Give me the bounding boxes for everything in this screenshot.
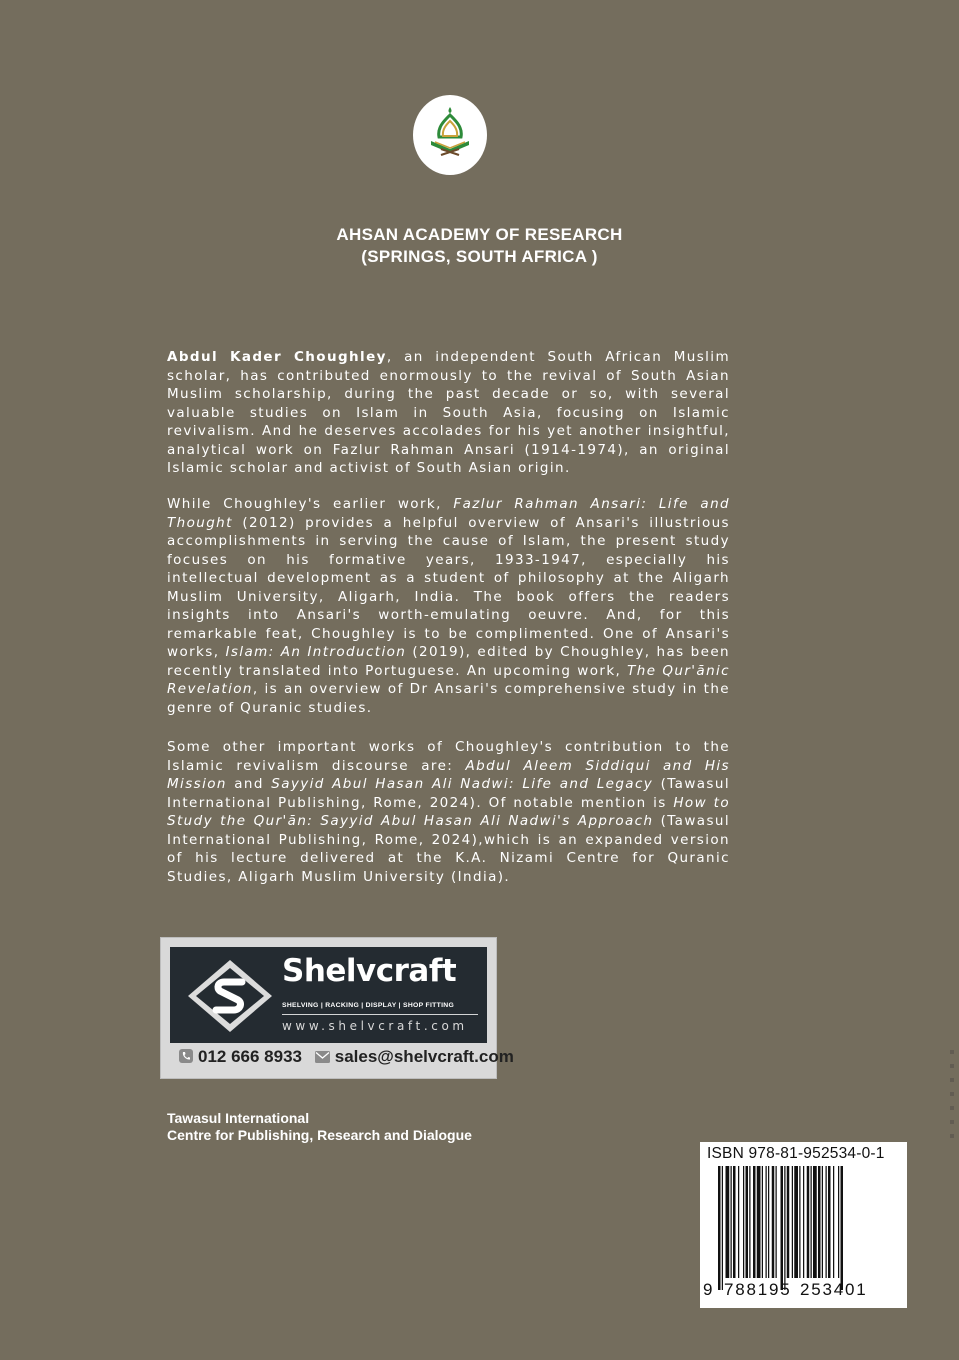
- barcode-bar: [753, 1166, 756, 1278]
- barcode-bar: [784, 1166, 785, 1290]
- publisher-subtitle: Centre for Publishing, Research and Dialogue: [167, 1126, 472, 1143]
- barcode-bar: [772, 1166, 775, 1278]
- barcode-bar: [731, 1166, 732, 1278]
- phone-icon: [179, 1048, 193, 1068]
- book-title-quranic-revelation: The Qur'ānic Revelation: [167, 662, 730, 697]
- email-icon: [315, 1048, 330, 1068]
- academy-location: (SPRINGS, SOUTH AFRICA ): [361, 247, 598, 266]
- paragraph-other-works: [167, 738, 730, 886]
- academy-heading: [200, 224, 759, 268]
- barcode-bar: [722, 1166, 723, 1290]
- advert-divider: [282, 1014, 478, 1015]
- author-name: Abdul Kader Choughley: [167, 349, 387, 365]
- advert-email: sales@shelvcraft.com: [334, 1047, 514, 1066]
- book-title-how-to-study: How to Study the Qur'ān: Sayyid Abul Hasan Ali Nadwi's Approach: [167, 794, 731, 829]
- paragraph-earlier-work: [167, 495, 730, 717]
- barcode-bar: [833, 1166, 834, 1278]
- barcode-bar: [776, 1166, 777, 1278]
- p3-text-e: (Tawasul International Publishing, Rome, 2024). Of notable mention is: [167, 776, 730, 811]
- book-title-nadwi-life: Sayyid Abul Hasan Ali Nadwi: Life and Legacy: [271, 776, 654, 792]
- advert-website: www.shelvcraft.com: [282, 1019, 468, 1033]
- barcode-bar: [738, 1166, 739, 1278]
- barcode-bar: [838, 1166, 839, 1278]
- edge-marks: [950, 1050, 954, 1140]
- barcode-bar: [726, 1166, 730, 1278]
- isbn-barcode: [700, 1142, 907, 1308]
- book-title-siddiqui: Abdul Aleem Siddiqui and His Mission: [167, 757, 730, 792]
- barcode-bar: [803, 1166, 804, 1278]
- barcode-bar: [828, 1166, 831, 1278]
- publisher-name: Tawasul International: [167, 1110, 310, 1126]
- barcode-bar: [826, 1166, 827, 1278]
- barcode-bar: [822, 1166, 823, 1278]
- ean-right-group: 253401: [800, 1280, 868, 1299]
- barcode-bars: [718, 1166, 886, 1290]
- p2-text-a: While Choughley's earlier work,: [167, 496, 454, 512]
- p3-text-a: Some other important works of Choughley's contribution to the Islamic revivalism discourse are:: [167, 739, 730, 774]
- academy-name: AHSAN ACADEMY OF RESEARCH: [336, 225, 623, 244]
- barcode-bar: [811, 1166, 812, 1278]
- barcode-bar: [768, 1166, 769, 1278]
- p3-text-g: (Tawasul International Publishing, Rome, 2024),which is an expanded version of his lecture delivered at the K.A. Nizami Centre for Quranic Studies, Aligarh Muslim University (India).: [167, 813, 730, 885]
- barcode-bar: [841, 1166, 844, 1290]
- isbn-label: ISBN 978-81-952534-0-1: [707, 1145, 885, 1162]
- p3-text-c: and: [226, 776, 272, 792]
- barcode-bar: [781, 1166, 784, 1290]
- sponsor-advert: [161, 938, 514, 1078]
- academy-logo: [413, 95, 487, 175]
- barcode-bar: [766, 1166, 767, 1278]
- barcode-bar: [746, 1166, 749, 1278]
- barcode-bar: [792, 1166, 793, 1278]
- p2-text-g: , is an overview of Dr Ansari's comprehensive study in the genre of Quranic studies.: [167, 681, 730, 716]
- barcode-bar: [787, 1166, 790, 1278]
- advert-contact: [179, 1047, 514, 1071]
- p2-text-c: (2012) provides a helpful overview of Ansari's illustrious accomplishments in serving the cause of Islam, the present study focuses on his formative years, 1933-1947, especially his intellectual development as a student of philosophy at the Aligarh Muslim University, Aligarh, India. The book offers the readers insights into Ansari's worth-emulating oeuvre. And, for this remarkable feat, Choughley is to be complimented. One of Ansari's works,: [167, 514, 730, 660]
- ean-first-digit: 9: [703, 1280, 715, 1299]
- book-title-ansari-life: Fazlur Rahman Ansari: Life and Thought: [167, 496, 731, 531]
- publisher-block: [167, 1110, 472, 1143]
- barcode-bar: [749, 1166, 750, 1278]
- ean-left-group: 788195: [724, 1280, 792, 1299]
- barcode-bar: [807, 1166, 810, 1278]
- barcode-bar: [799, 1166, 800, 1278]
- advert-tagline: SHELVING | RACKING | DISPLAY | SHOP FITTING: [282, 1002, 455, 1009]
- barcode-bar: [794, 1166, 798, 1278]
- advert-banner: [170, 947, 487, 1043]
- book-title-islam-intro: Islam: An Introduction: [225, 644, 407, 660]
- barcode-bar: [718, 1166, 721, 1290]
- barcode-bar: [757, 1166, 761, 1278]
- advert-phone: 012 666 8933: [198, 1047, 302, 1066]
- advert-brand: Shelvcraft: [282, 953, 457, 989]
- paragraph-1-text: , an independent South African Muslim scholar, has contributed enormously to the revival of South Asian Muslim scholarship, during the past decade or so, with several valuable studies on Islam in South Asia, focusing on Islamic revivalism. And he deserves accolades for his yet another insightful, analytical work on Fazlur Rahman Ansari (1914-1974), an original Islamic scholar and activist of South Asian origin.: [167, 349, 731, 476]
- barcode-bar: [743, 1166, 744, 1278]
- mosque-book-icon: [425, 103, 475, 165]
- paragraph-author-intro: [167, 348, 730, 478]
- shelvcraft-logo-icon: [186, 958, 274, 1034]
- barcode-bar: [813, 1166, 817, 1278]
- barcode-bar: [733, 1166, 736, 1278]
- barcode-bar: [762, 1166, 763, 1278]
- p2-text-e: (2019), edited by Choughley, has been recently translated into Portuguese. An upcoming work,: [167, 644, 730, 679]
- barcode-bar: [818, 1166, 821, 1278]
